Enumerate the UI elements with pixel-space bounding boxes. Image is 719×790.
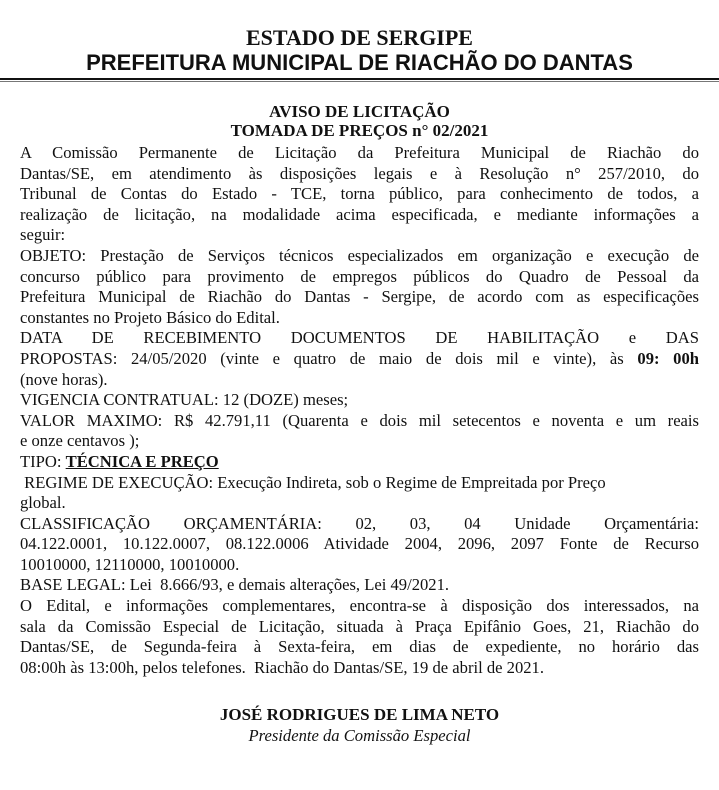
tipo-label: TIPO:: [20, 451, 62, 471]
tipo-value: TÉCNICA E PREÇO: [65, 451, 219, 471]
signatory-role: Presidente da Comissão Especial: [248, 726, 471, 745]
classificacao-line: 04.122.0001, 10.122.0007, 08.122.0006 Atividade 2004, 2096, 2097 Fonte de Recurso: [20, 534, 699, 554]
objeto-paragraph: [20, 246, 699, 328]
notice-body: [20, 143, 699, 678]
header-divider-thin: [0, 81, 719, 82]
data-recebimento-line: [20, 349, 699, 370]
intro-line: A Comissão Permanente de Licitação da Prefeitura Municipal de Riachão do: [20, 143, 699, 162]
data-recebimento-paragraph: [20, 328, 699, 390]
intro-line: seguir:: [20, 225, 66, 245]
valor-line: e onze centavos );: [20, 431, 140, 451]
notice-subtitle: TOMADA DE PREÇOS n° 02/2021: [230, 121, 489, 140]
edital-line: 08:00h às 13:00h, pelos telefones. Riachão do Dantas/SE, 19 de abril de 2021.: [20, 657, 544, 677]
objeto-line: Prefeitura Municipal de Riachão do Dantas - Sergipe, de acordo com as especificações: [20, 287, 699, 307]
intro-line: realização de licitação, na modalidade acima especificada, e mediante informações a: [20, 204, 699, 224]
objeto-line: concurso público para provimento de empregos públicos do Quadro de Pessoal da: [20, 266, 699, 286]
notice-title: AVISO DE LICITAÇÃO: [269, 102, 450, 121]
tipo-line: [20, 452, 699, 473]
classificacao-line: 10010000, 12110000, 10010000.: [20, 554, 240, 574]
edital-line: sala da Comissão Especial de Licitação, situada à Praça Epifânio Goes, 21, Riachão do: [20, 616, 699, 636]
objeto-line: constantes no Projeto Básico do Edital.: [20, 307, 280, 327]
regime-line: REGIME DE EXECUÇÃO: Execução Indireta, sob o Regime de Empreitada por Preço: [20, 472, 606, 492]
objeto-line: OBJETO: Prestação de Serviços técnicos especializados em organização e execução de: [20, 245, 699, 265]
vigencia-line: VIGENCIA CONTRATUAL: 12 (DOZE) meses;: [20, 390, 349, 410]
base-legal-line: BASE LEGAL: Lei 8.666/93, e demais alterações, Lei 49/2021.: [20, 575, 450, 595]
intro-line: Dantas/SE, em atendimento às disposições legais e à Resolução n° 257/2010, do: [20, 163, 699, 183]
signatory-name: JOSÉ RODRIGUES DE LIMA NETO: [219, 705, 500, 724]
data-recebimento-text: PROPOSTAS: 24/05/2020 (vinte e quatro de maio de dois mil e vinte), às: [20, 348, 624, 368]
edital-line: O Edital, e informações complementares, encontra-se à disposição dos interessados, na: [20, 596, 699, 616]
regime-line: global.: [20, 493, 66, 513]
classificacao-paragraph: [20, 514, 699, 576]
edital-line: Dantas/SE, de Segunda-feira à Sexta-feira, em dias de expediente, no horário das: [20, 637, 699, 657]
data-recebimento-line: DATA DE RECEBIMENTO DOCUMENTOS DE HABILITAÇÃO e DAS: [20, 328, 699, 348]
regime-paragraph: [20, 473, 699, 514]
prefecture-heading: PREFEITURA MUNICIPAL DE RIACHÃO DO DANTAS: [86, 50, 633, 75]
edital-paragraph: [20, 596, 699, 678]
header-divider: [0, 78, 719, 80]
data-recebimento-line: (nove horas).: [20, 369, 108, 389]
valor-paragraph: [20, 411, 699, 452]
valor-line: VALOR MAXIMO: R$ 42.791,11 (Quarenta e dois mil setecentos e noventa e um reais: [20, 410, 699, 430]
data-recebimento-time: 09: 00h: [637, 348, 699, 368]
classificacao-line: CLASSIFICAÇÃO ORÇAMENTÁRIA: 02, 03, 04 Unidade Orçamentária:: [20, 513, 699, 533]
intro-line: Tribunal de Contas do Estado - TCE, torna público, para conhecimento de todos, a: [20, 184, 699, 204]
intro-paragraph: [20, 143, 699, 246]
state-heading: ESTADO DE SERGIPE: [246, 25, 473, 50]
